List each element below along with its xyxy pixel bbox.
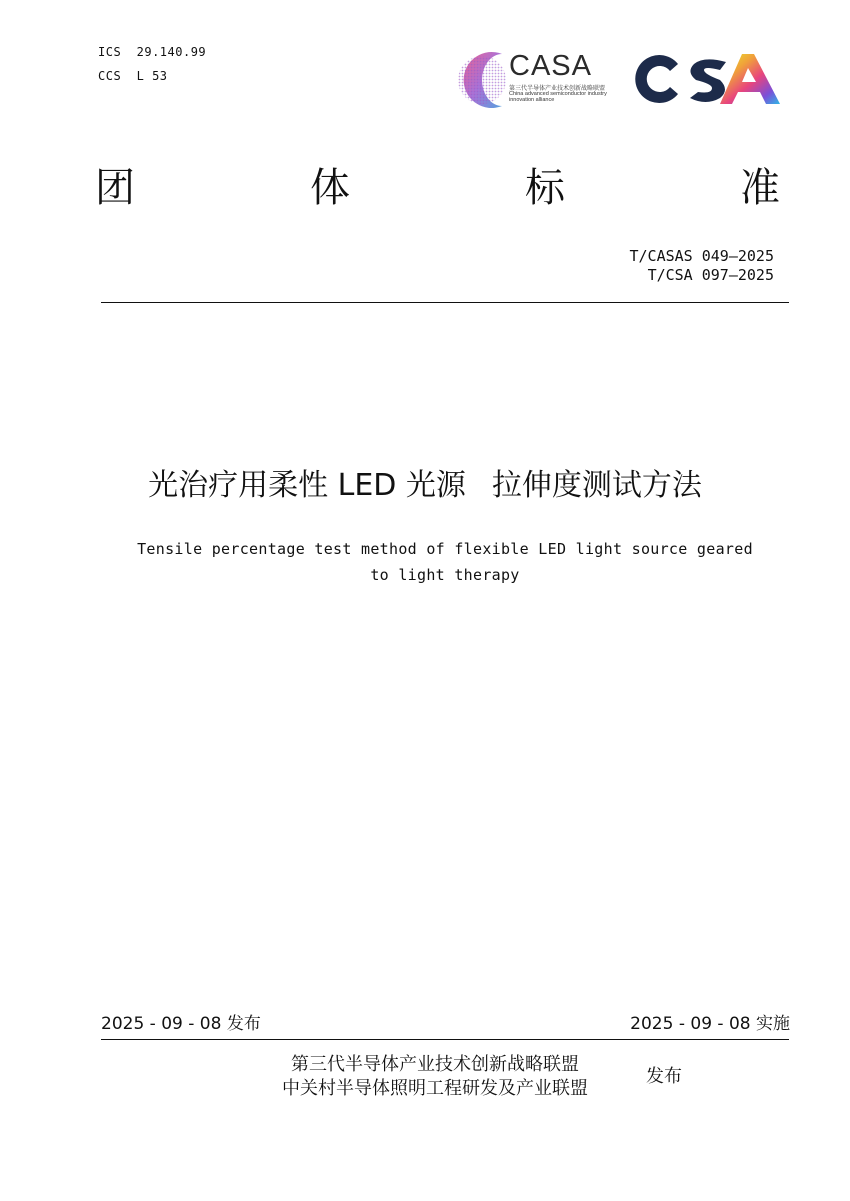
title-cn-part1: 光治疗用柔性 LED 光源	[148, 468, 466, 503]
casa-emblem-icon	[452, 48, 508, 112]
header-char-4: 准	[740, 165, 780, 211]
issued-label: 发布	[646, 1066, 682, 1087]
document-title-en	[100, 536, 790, 588]
casa-en-line1: China advanced semiconductor industry	[509, 91, 607, 97]
ics-code: ICS 29.140.99	[98, 45, 207, 59]
title-en-line2: to light therapy	[370, 566, 520, 584]
title-en-line1: Tensile percentage test method of flexible LED light source geared	[137, 540, 753, 558]
header-char-1: 团	[95, 165, 135, 211]
classification-codes	[98, 40, 206, 88]
casa-en-line	[509, 91, 607, 103]
ccs-code: CCS L 53	[98, 69, 168, 83]
footer-divider	[101, 1039, 789, 1040]
issuing-organizations	[262, 1053, 608, 1101]
standard-number-csa: T/CSA 097—2025	[647, 266, 774, 284]
issuer-2: 中关村半导体照明工程研发及产业联盟	[282, 1078, 588, 1099]
document-title-cn	[0, 466, 850, 506]
header-char-3: 标	[525, 165, 565, 211]
standard-numbers	[630, 247, 775, 285]
casa-cn-line: 第三代半导体产业技术创新战略联盟	[509, 85, 606, 92]
effective-date: 2025 - 09 - 08 实施	[630, 1014, 790, 1034]
publish-date: 2025 - 09 - 08 发布	[101, 1014, 261, 1034]
header-divider	[101, 302, 789, 303]
casa-logo	[452, 48, 627, 112]
csa-logo	[634, 50, 782, 108]
casa-en-line2: innovation alliance	[509, 97, 555, 103]
standard-number-casas: T/CASAS 049—2025	[629, 247, 774, 265]
casa-wordmark: CASA	[509, 50, 592, 82]
csa-wordmark-graphic	[634, 50, 782, 108]
issuer-1: 第三代半导体产业技术创新战略联盟	[291, 1054, 579, 1075]
header-char-2: 体	[310, 165, 350, 211]
title-cn-part2: 拉伸度测试方法	[491, 468, 702, 503]
